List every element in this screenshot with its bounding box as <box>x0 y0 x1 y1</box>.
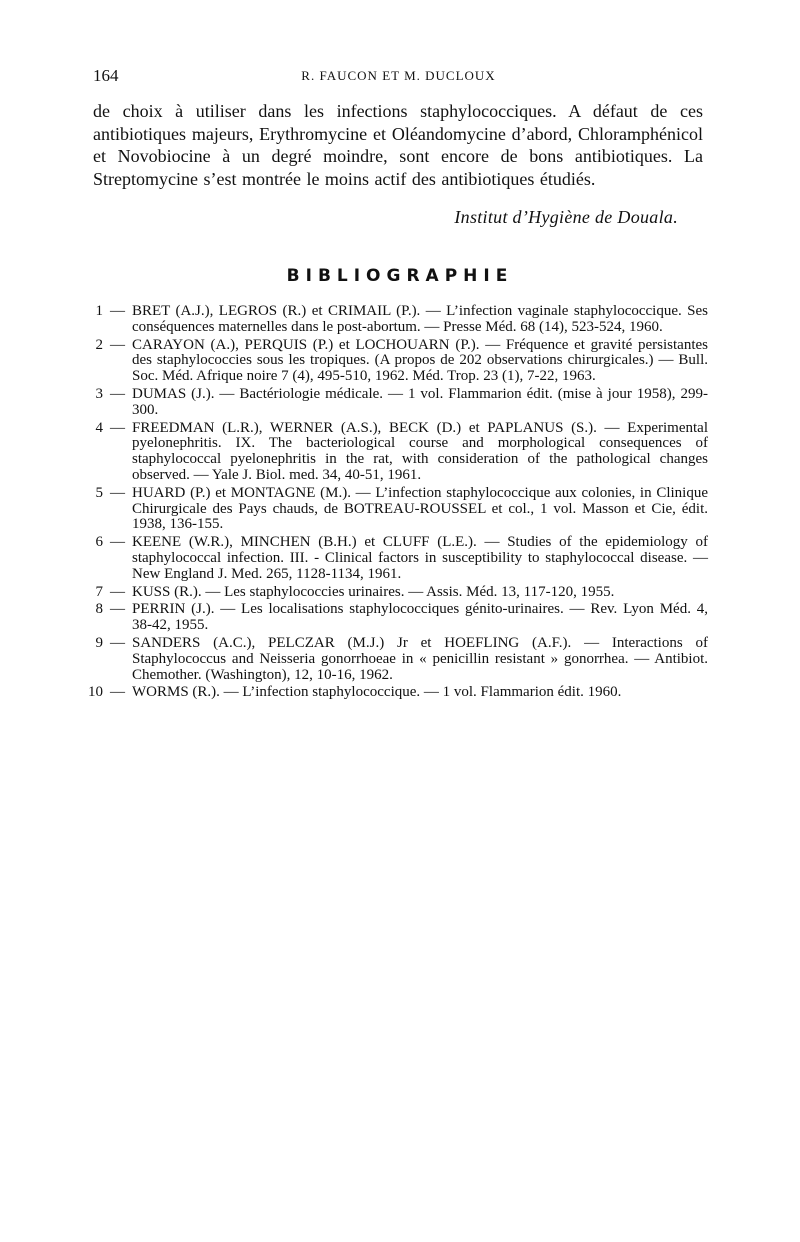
reference-item <box>88 486 708 533</box>
bibliography-heading: BIBLIOGRAPHIE <box>286 266 514 286</box>
institution-signature: Institut d’Hygiène de Douala. <box>454 207 678 227</box>
page-number: 164 <box>93 66 119 85</box>
reference-dash: — <box>110 534 125 551</box>
reference-list <box>88 304 708 701</box>
reference-text: FREEDMAN (L.R.), WERNER (A.S.), BECK (D.) et PAPLANUS (S.). — Experimental pyelonephritis. IX. The bacteriological course and morphological consequences of staphylococcal pyelonephritis in the rat, with consideration of the pathological changes observed. — Yale J. Biol. med. 34, 40-51, 1961. <box>132 419 708 483</box>
reference-item <box>88 387 708 419</box>
reference-number: 10 <box>88 684 103 701</box>
reference-item <box>88 535 708 582</box>
reference-text: HUARD (P.) et MONTAGNE (M.). — L’infection staphylococcique aux colonies, in Clinique Chirurgicale des Pays chauds, de BOTREAU-ROUSSEL et col., 1 vol. Masson et Cie, édit. 1938, 136-155. <box>132 484 708 533</box>
reference-item <box>88 636 708 683</box>
reference-number: 3 <box>95 385 103 402</box>
reference-number: 6 <box>95 534 103 551</box>
reference-dash: — <box>110 583 125 600</box>
reference-dash: — <box>110 684 125 701</box>
running-title: R. FAUCON ET M. DUCLOUX <box>301 68 496 83</box>
reference-item <box>88 338 708 385</box>
reference-text: DUMAS (J.). — Bactériologie médicale. — 1 vol. Flammarion édit. (mise à jour 1958), 299-300. <box>132 385 708 418</box>
reference-text: KEENE (W.R.), MINCHEN (B.H.) et CLUFF (L.E.). — Studies of the epidemiology of staphylococcal infection. III. - Clinical factors in susceptibility to staphylococcal disease. — New England J. Med. 265, 1128-1134, 1961. <box>132 534 708 582</box>
reference-text: BRET (A.J.), LEGROS (R.) et CRIMAIL (P.). — L’infection vaginale staphylococcique. Ses conséquences maternelles dans le post-abortum. — Presse Méd. 68 (14), 523-524, 1960. <box>132 303 708 335</box>
reference-item <box>88 602 708 634</box>
reference-text: WORMS (R.). — L’infection staphylococcique. — 1 vol. Flammarion édit. 1960. <box>132 684 622 701</box>
reference-number: 8 <box>95 601 103 618</box>
reference-text: PERRIN (J.). — Les localisations staphylococciques génito-urinaires. — Rev. Lyon Méd. 4, 38-42, 1955. <box>132 601 708 634</box>
reference-number: 9 <box>95 634 103 651</box>
reference-number: 5 <box>95 484 103 501</box>
reference-dash: — <box>110 634 125 651</box>
reference-dash: — <box>110 385 125 402</box>
body-paragraph: de choix à utiliser dans les infections staphylococciques. A défaut de ces antibiotiques majeurs, Erythromycine et Oléandomycine d’abord, Chloramphénicol et Novobiocine à un degré moindre, sont encore de bons antibiotiques. La Streptomycine s’est montrée le moins actif des antibiotiques étudiés. <box>93 101 703 189</box>
reference-text: CARAYON (A.), PERQUIS (P.) et LOCHOUARN (P.). — Fréquence et gravité persistantes des staphylococcies sous les tropiques. (A propos de 202 observations chirurgicales.) — Bull. Soc. Méd. Afrique noire 7 (4), 495-510, 1962. Méd. Trop. 23 (1), 7-22, 1963. <box>132 336 708 385</box>
reference-number: 7 <box>95 583 103 600</box>
reference-item <box>88 304 708 336</box>
reference-text: KUSS (R.). — Les staphylococcies urinaires. — Assis. Méd. 13, 117-120, 1955. <box>132 583 615 600</box>
reference-number: 2 <box>95 336 103 353</box>
reference-number: 4 <box>95 419 103 436</box>
reference-dash: — <box>110 336 125 353</box>
running-header <box>93 66 704 88</box>
reference-text: SANDERS (A.C.), PELCZAR (M.J.) Jr et HOEFLING (A.F.). — Interactions of Staphylococcus and Neisseria gonorrhoeae in « penicillin resistant » gonorrhea. — Antibiot. Chemother. (Washington), 12, 10-16, 1962. <box>132 634 708 683</box>
reference-item <box>88 585 708 601</box>
reference-dash: — <box>110 601 125 618</box>
reference-item <box>88 685 708 701</box>
reference-dash: — <box>110 419 125 436</box>
reference-dash: — <box>110 303 125 319</box>
reference-dash: — <box>110 484 125 501</box>
reference-number: 1 <box>95 303 103 319</box>
reference-item <box>88 421 708 484</box>
